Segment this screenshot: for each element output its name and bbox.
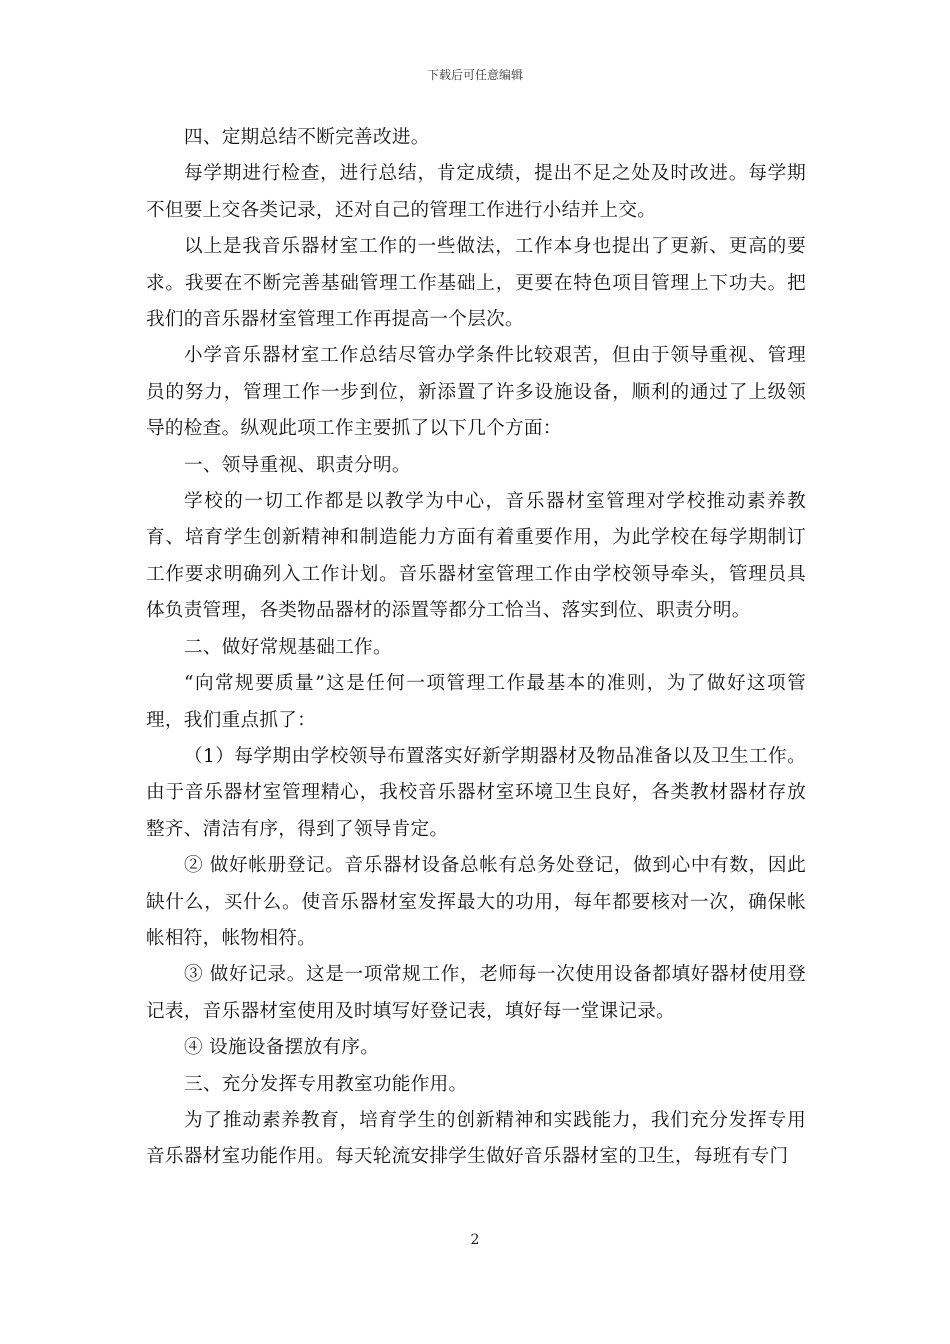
body-paragraph: 学校的一切工作都是以教学为中心，音乐器材室管理对学校推动素养教育、培育学生创新精神和制造能力方面有着重要作用，为此学校在每学期制订工作要求明确列入工作计划。音乐器材室管理工作由学校领导牵头，管理员具体负责管理，各类物品器材的添置等都分工恰当、落实到位、职责分明。 (146, 491, 806, 622)
section-heading-1: 一、领导重视、职责分明。 (184, 454, 411, 476)
section-heading-2: 二、做好常规基础工作。 (184, 636, 392, 658)
list-item: （1）每学期由学校领导布置落实好新学期器材及物品准备以及卫生工作。由于音乐器材室管理精心，我校音乐器材室环境卫生良好，各类教材器材存放整齐、清洁有序，得到了领导肯定。 (146, 745, 806, 840)
body-paragraph: 为了推动素养教育，培育学生的创新精神和实践能力，我们充分发挥专用音乐器材室功能作用。每天轮流安排学生做好音乐器材室的卫生，每班有专门 (146, 1109, 806, 1168)
section-heading-3: 三、充分发挥专用教室功能作用。 (184, 1073, 468, 1095)
body-paragraph: “向常规要质量”这是任何一项管理工作最基本的准则，为了做好这项管理，我们重点抓了： (146, 673, 806, 731)
body-paragraph: 每学期进行检查，进行总结，肯定成绩，提出不足之处及时改进。每学期不但要上交各类记录，还对自己的管理工作进行小结并上交。 (146, 163, 806, 221)
list-item: ④ 设施设备摆放有序。 (184, 1037, 380, 1059)
body-paragraph: 小学音乐器材室工作总结尽管办学条件比较艰苦，但由于领导重视、管理员的努力，管理工作一步到位，新添置了许多设施设备，顺利的通过了上级领导的检查。纵观此项工作主要抓了以下几个方面： (146, 345, 806, 440)
list-item: ② 做好帐册登记。音乐器材设备总帐有总务处登记，做到心中有数，因此缺什么，买什么。使音乐器材室发挥最大的功用，每年都要核对一次，确保帐帐相符，帐物相符。 (146, 855, 806, 949)
page-number: 2 (470, 1232, 480, 1248)
document-body (146, 120, 806, 1176)
body-paragraph: 以上是我音乐器材室工作的一些做法，工作本身也提出了更新、更高的要求。我要在不断完善基础管理工作基础上，更要在特色项目管理上下功夫。把我们的音乐器材室管理工作再提高一个层次。 (146, 236, 806, 331)
page-header: 下载后可任意编辑 (426, 68, 523, 82)
section-heading-4: 四、定期总结不断完善改进。 (184, 127, 430, 148)
list-item: ③ 做好记录。这是一项常规工作，老师每一次使用设备都填好器材使用登记表，音乐器材室使用及时填写好登记表，填好每一堂课记录。 (146, 964, 806, 1022)
